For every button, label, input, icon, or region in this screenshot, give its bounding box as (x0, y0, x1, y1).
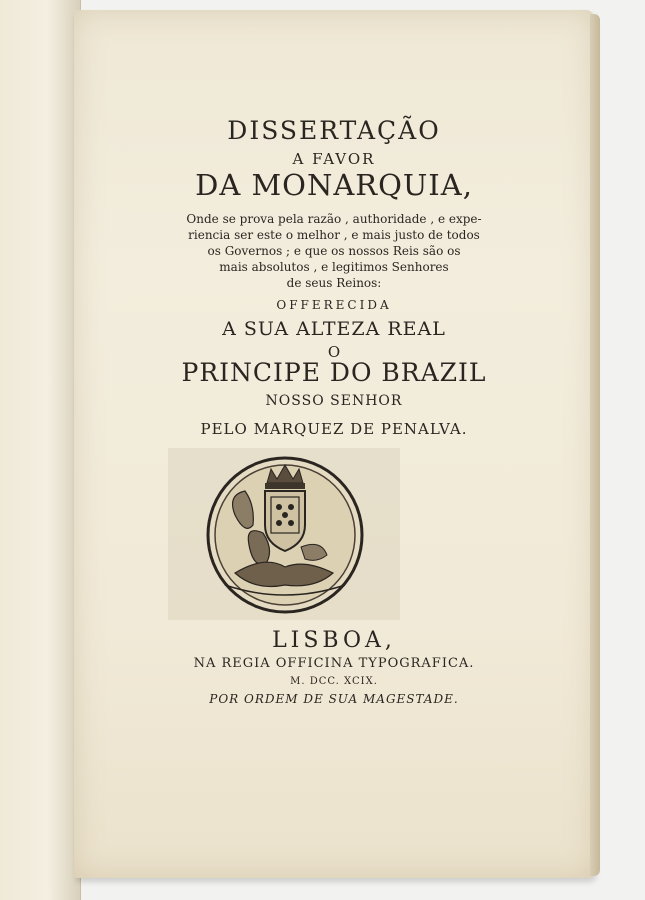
subtitle-line-4: mais absolutos , e legitimos Senhores (219, 260, 449, 274)
offered-label: OFFERECIDA (276, 298, 392, 312)
title-line-2: A FAVOR (292, 150, 376, 168)
author-line: PELO MARQUEZ DE PENALVA. (200, 420, 468, 438)
title-line-3: DA MONARQUIA, (195, 168, 473, 202)
imprint-press: NA REGIA OFFICINA TYPOGRAFICA. (193, 656, 475, 671)
facing-page (0, 0, 81, 900)
imprint-order: POR ORDEM DE SUA MAGESTADE. (209, 692, 459, 706)
dedication-lord: NOSSO SENHOR (265, 393, 403, 409)
subtitle-line-2: riencia ser este o melhor , e mais justo de todos (188, 228, 480, 242)
royal-seal-icon (205, 455, 365, 615)
subtitle-line-1: Onde se prova pela razão , authoridade , e expe- (186, 212, 482, 226)
dedication-prince: PRINCIPE DO BRAZIL (181, 358, 487, 387)
subtitle-line-3: os Governos ; e que os nossos Reis são os (207, 244, 461, 258)
imprint-year: M. DCC. XCIX. (290, 676, 378, 687)
dedication-the: O (327, 343, 341, 361)
dedication-to: A SUA ALTEZA REAL (222, 318, 446, 340)
subtitle-line-5: de seus Reinos: (286, 276, 382, 290)
title-line-1: DISSERTAÇÃO (227, 116, 441, 145)
imprint-city: LISBOA, (272, 628, 396, 653)
